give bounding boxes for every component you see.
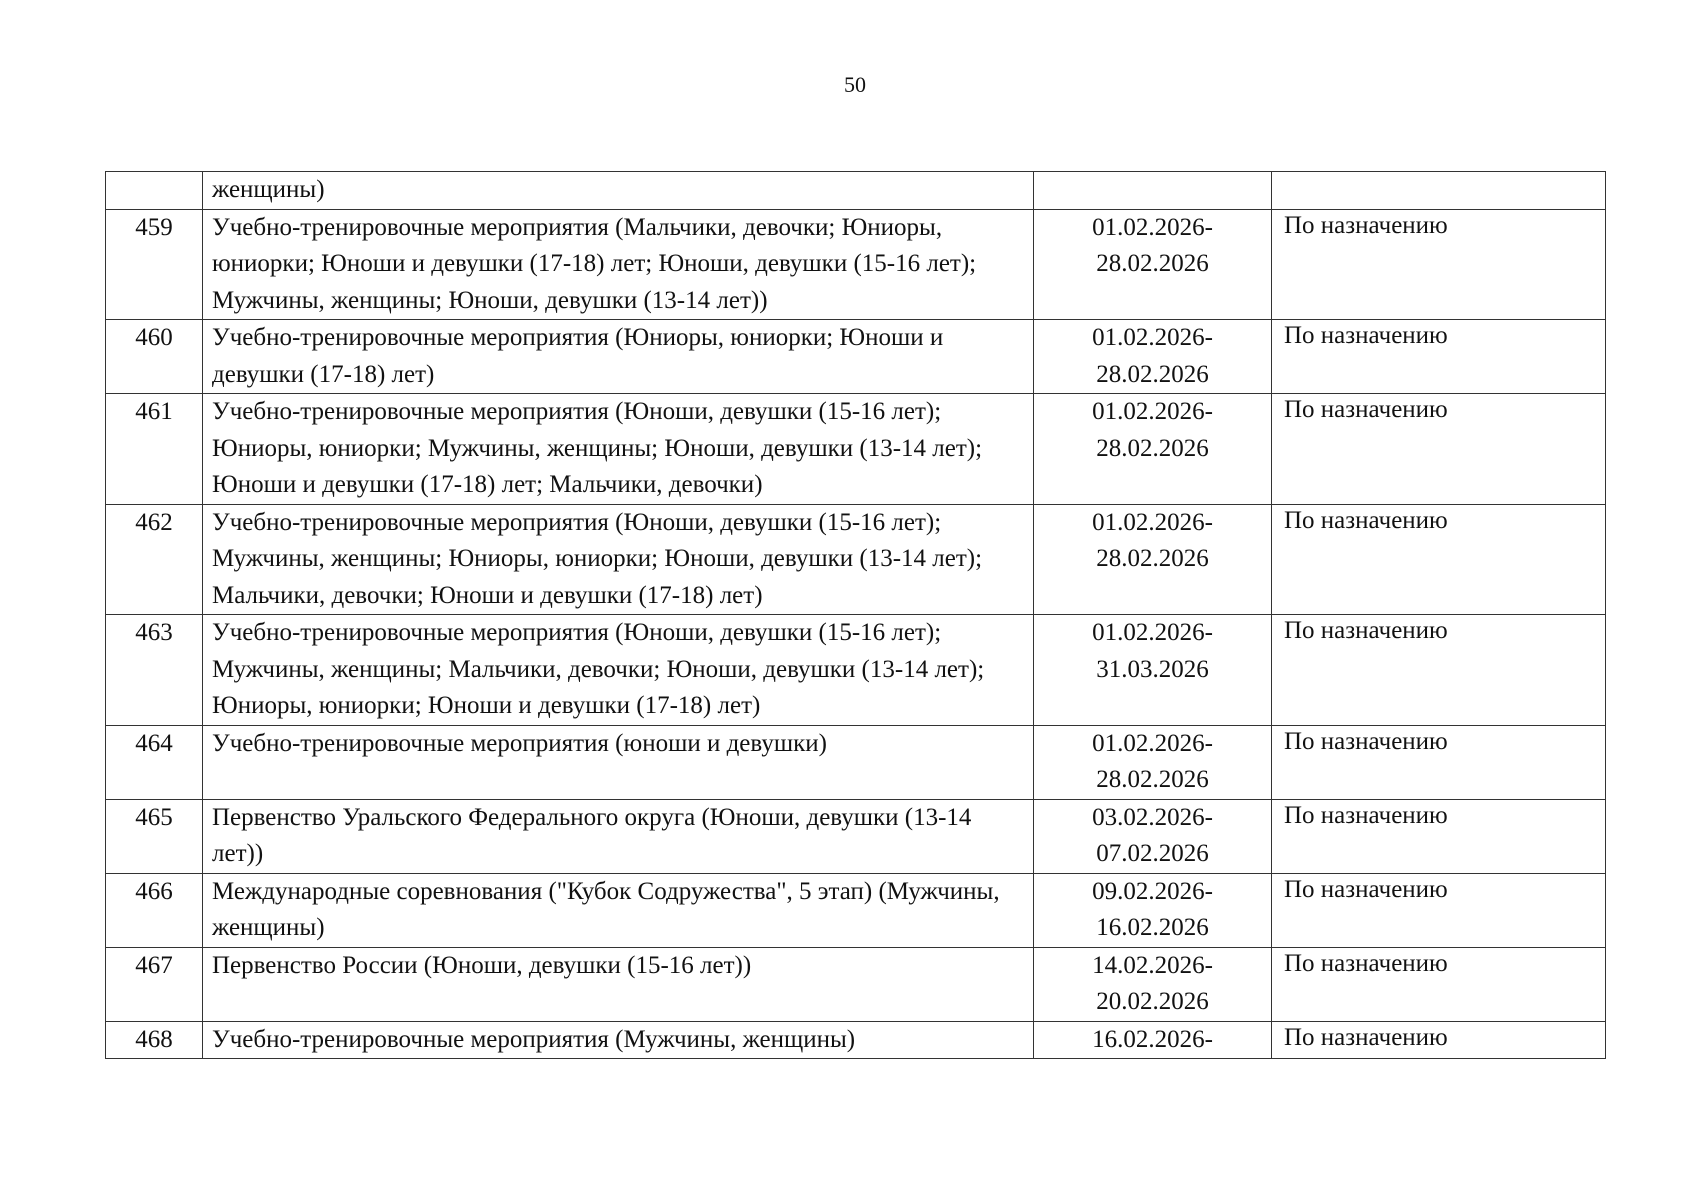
event-note-text: По назначению <box>1284 617 1448 644</box>
event-dates-text: 01.02.2026- 28.02.2026 <box>1092 398 1213 462</box>
table-row <box>106 320 1606 394</box>
event-dates-cell <box>1034 799 1272 873</box>
row-number-cell <box>106 615 203 726</box>
event-name-cell <box>203 615 1034 726</box>
event-dates-text: 01.02.2026- 28.02.2026 <box>1092 324 1213 388</box>
event-dates-cell <box>1034 172 1272 210</box>
event-note-cell <box>1272 873 1606 947</box>
event-dates-cell <box>1034 320 1272 394</box>
event-note-text: По назначению <box>1284 875 1448 903</box>
row-number-cell <box>106 873 203 947</box>
row-number-cell <box>106 504 203 615</box>
event-dates-cell <box>1034 615 1272 726</box>
table-row <box>106 394 1606 505</box>
event-dates-cell <box>1034 725 1272 799</box>
row-number-cell <box>106 172 203 210</box>
event-dates-text: 03.02.2026- 07.02.2026 <box>1092 803 1213 867</box>
event-name-cell <box>203 873 1034 947</box>
row-number-cell <box>106 320 203 394</box>
event-name-cell <box>203 209 1034 320</box>
row-number-cell <box>106 394 203 505</box>
event-name-text: Учебно-тренировочные мероприятия (Юноши, девушки (15-16 лет); Юниоры, юниорки; Мужчины, женщины; Юноши, девушки (13-14 лет); Юноши и девушки (17-18) лет; Мальчики, девочки) <box>212 398 983 498</box>
row-number-text: 461 <box>135 398 173 425</box>
event-note-cell <box>1272 615 1606 726</box>
event-dates-cell <box>1034 504 1272 615</box>
event-name-cell <box>203 504 1034 615</box>
row-number-cell <box>106 725 203 799</box>
event-name-text: Первенство России (Юноши, девушки (15-16 лет)) <box>212 951 752 979</box>
event-name-cell <box>203 394 1034 505</box>
event-name-text: Учебно-тренировочные мероприятия (юноши и девушки) <box>212 729 827 757</box>
event-name-cell <box>203 799 1034 873</box>
event-dates-cell <box>1034 873 1272 947</box>
row-number-text: 465 <box>135 803 173 831</box>
row-number-text: 460 <box>135 324 173 351</box>
event-note-cell <box>1272 394 1606 505</box>
table-row <box>106 873 1606 947</box>
events-table <box>105 171 1606 1059</box>
event-note-text: По назначению <box>1284 1023 1448 1051</box>
event-name-text: Учебно-тренировочные мероприятия (Юноши, девушки (15-16 лет); Мужчины, женщины; Юниоры, юниорки; Юноши, девушки (13-14 лет); Мальчики, девочки; Юноши и девушки (17-18) лет) <box>212 508 983 609</box>
event-note-text: По назначению <box>1284 506 1448 534</box>
table-row <box>106 725 1606 799</box>
event-name-cell <box>203 320 1034 394</box>
event-note-text: По назначению <box>1284 396 1448 423</box>
row-number-cell <box>106 947 203 1021</box>
event-note-text: По назначению <box>1284 727 1448 755</box>
event-note-cell <box>1272 320 1606 394</box>
event-name-text: Учебно-тренировочные мероприятия (Юноши, девушки (15-16 лет); Мужчины, женщины; Мальчики, девочки; Юноши, девушки (13-14 лет); Юниоры, юниорки; Юноши и девушки (17-18) лет) <box>212 619 985 719</box>
event-name-cell <box>203 1021 1034 1059</box>
row-number-text: 464 <box>135 729 173 757</box>
event-name-cell <box>203 172 1034 210</box>
row-number-cell <box>106 799 203 873</box>
event-note-cell <box>1272 504 1606 615</box>
events-table-body <box>106 172 1606 1059</box>
event-note-cell <box>1272 947 1606 1021</box>
event-dates-cell <box>1034 947 1272 1021</box>
event-dates-cell <box>1034 209 1272 320</box>
event-note-text: По назначению <box>1284 322 1448 349</box>
table-row <box>106 1021 1606 1059</box>
table-row <box>106 615 1606 726</box>
event-name-text: Учебно-тренировочные мероприятия (Мужчины, женщины) <box>212 1025 856 1053</box>
table-row <box>106 172 1606 210</box>
event-dates-text: 01.02.2026- 28.02.2026 <box>1092 508 1213 572</box>
event-dates-text: 16.02.2026- <box>1092 1025 1213 1053</box>
event-name-text: женщины) <box>212 176 325 203</box>
row-number-text: 462 <box>135 508 173 536</box>
event-dates-text: 01.02.2026- 31.03.2026 <box>1092 619 1213 683</box>
event-name-text: Учебно-тренировочные мероприятия (Мальчики, девочки; Юниоры, юниорки; Юноши и девушки (17-18) лет; Юноши, девушки (15-16 лет); Мужчины, женщины; Юноши, девушки (13-14 лет)) <box>212 213 977 314</box>
event-note-text: По назначению <box>1284 211 1448 239</box>
row-number-text: 466 <box>135 877 173 905</box>
event-note-text: По назначению <box>1284 949 1448 977</box>
row-number-text: 463 <box>135 619 173 646</box>
row-number-cell <box>106 1021 203 1059</box>
event-note-text: По назначению <box>1284 801 1448 829</box>
event-note-cell <box>1272 799 1606 873</box>
event-note-cell <box>1272 1021 1606 1059</box>
row-number-text: 459 <box>135 213 173 241</box>
event-name-cell <box>203 947 1034 1021</box>
event-note-cell <box>1272 209 1606 320</box>
event-dates-text: 14.02.2026- 20.02.2026 <box>1092 951 1213 1015</box>
event-dates-text: 09.02.2026- 16.02.2026 <box>1092 877 1213 941</box>
table-row <box>106 799 1606 873</box>
row-number-text: 467 <box>135 951 173 979</box>
row-number-cell <box>106 209 203 320</box>
event-dates-text: 01.02.2026- 28.02.2026 <box>1092 729 1213 793</box>
event-name-text: Международные соревнования ("Кубок Содружества", 5 этап) (Мужчины, женщины) <box>212 877 1000 941</box>
event-name-text: Первенство Уральского Федерального округа (Юноши, девушки (13-14 лет)) <box>212 803 972 867</box>
page-number: 50 <box>844 72 866 97</box>
event-dates-cell <box>1034 1021 1272 1059</box>
table-row <box>106 209 1606 320</box>
table-row <box>106 947 1606 1021</box>
table-row <box>106 504 1606 615</box>
row-number-text: 468 <box>135 1025 173 1053</box>
event-note-cell <box>1272 172 1606 210</box>
event-note-cell <box>1272 725 1606 799</box>
event-name-cell <box>203 725 1034 799</box>
event-name-text: Учебно-тренировочные мероприятия (Юниоры, юниорки; Юноши и девушки (17-18) лет) <box>212 324 944 388</box>
event-dates-text: 01.02.2026- 28.02.2026 <box>1092 213 1213 277</box>
event-dates-cell <box>1034 394 1272 505</box>
